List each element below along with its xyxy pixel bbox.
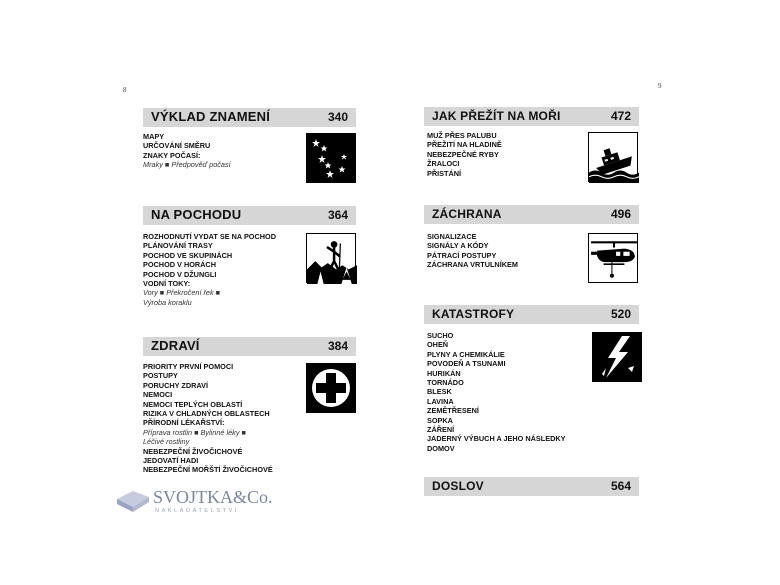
list-item: POVODEŇ A TSUNAMI — [427, 359, 506, 369]
list-subitem: Mraky ■ Předpověď počasí — [143, 160, 231, 170]
list-item: POSTUPY — [143, 371, 178, 381]
left-page-number: 8 — [123, 86, 127, 94]
section-title: KATASTROFY — [432, 307, 515, 321]
list-subitem: Příprava rostlin ■ Bylinné léky ■ — [143, 427, 246, 437]
list-item: PŘEŽITÍ NA HLADINĚ — [427, 140, 502, 150]
section-page-number: 364 — [327, 208, 348, 222]
section-title: NA POCHODU — [151, 207, 242, 222]
list-item: OHEŇ — [427, 340, 449, 350]
list-item: ROZHODNUTÍ VYDAT SE NA POCHOD — [143, 232, 276, 241]
section-header-more[interactable] — [424, 107, 639, 126]
list-item: PLYNY A CHEMIKÁLIE — [427, 349, 505, 359]
section-header-katastrofy[interactable] — [424, 305, 639, 324]
section-page-number: 340 — [327, 110, 348, 124]
list-item: ZÁŘENÍ — [427, 425, 455, 435]
list-item: SIGNALIZACE — [427, 232, 477, 241]
section-title: DOSLOV — [432, 479, 484, 493]
list-item: ZÁCHRANA VRTULNÍKEM — [427, 260, 518, 270]
list-item: SIGNÁLY A KÓDY — [427, 241, 489, 251]
section-page-number: 384 — [327, 339, 348, 353]
section-title: VÝKLAD ZNAMENÍ — [151, 109, 271, 124]
list-item: BLESK — [427, 387, 452, 397]
section-items-more — [427, 131, 502, 178]
section-title: ZÁCHRANA — [432, 207, 502, 221]
list-item: JADERNÝ VÝBUCH A JEHO NÁSLEDKY — [427, 434, 566, 444]
list-item: NEMOCI — [143, 390, 173, 400]
list-item: PORUCHY ZDRAVÍ — [143, 380, 209, 390]
stars-icon — [306, 133, 356, 183]
section-page-number: 472 — [610, 109, 631, 123]
list-item: MUŽ PŘES PALUBU — [427, 131, 497, 140]
list-item: SOPKA — [427, 415, 453, 425]
publisher-tagline: NAKLADATELSTVÍ — [155, 508, 239, 514]
list-item: NEBEZPEČNÉ RYBY — [427, 149, 499, 159]
list-item: POCHOD VE SKUPINÁCH — [143, 250, 233, 260]
list-item: DOMOV — [427, 443, 455, 453]
list-item: MAPY — [143, 132, 165, 141]
list-subitem: Léčivé rostliny — [143, 437, 190, 447]
list-item: PÁTRACÍ POSTUPY — [427, 250, 497, 260]
list-item: POCHOD V DŽUNGLI — [143, 269, 217, 279]
list-subitem: Vory ■ Překročení řek ■ — [143, 288, 221, 298]
list-item: ZNAKY POČASÍ: — [143, 150, 201, 160]
section-header-zachrana[interactable] — [424, 205, 639, 224]
list-item: PŘISTÁNÍ — [427, 168, 462, 178]
list-item: ŽRALOCI — [427, 159, 460, 169]
list-item: POCHOD V HORÁCH — [143, 260, 216, 270]
section-page-number: 564 — [610, 479, 631, 493]
list-item: ZEMĚTŘESENÍ — [427, 406, 479, 416]
list-item: SUCHO — [427, 331, 454, 340]
list-item: NEBEZPEČNÍ ŽIVOČICHOVÉ — [143, 446, 243, 456]
section-items-vyklad — [143, 132, 231, 170]
section-title: ZDRAVÍ — [151, 338, 200, 353]
section-page-number: 496 — [610, 207, 631, 221]
section-page-number: 520 — [610, 307, 631, 321]
section-items-zdravi — [143, 362, 273, 475]
list-item: URČOVÁNÍ SMĚRU — [143, 141, 211, 151]
list-item: TORNÁDO — [427, 378, 464, 388]
book-logo-icon — [115, 487, 151, 513]
list-item: RIZIKA V CHLADNÝCH OBLASTECH — [143, 409, 270, 419]
right-page-number: 9 — [658, 82, 662, 90]
section-header-pochod[interactable] — [143, 206, 356, 225]
list-item: VODNÍ TOKY: — [143, 279, 191, 289]
list-item: PRIORITY PRVNÍ POMOCI — [143, 362, 234, 371]
section-items-katastrofy — [427, 331, 566, 453]
list-item: NEBEZPEČNÍ MOŘŠTÍ ŽIVOČICHOVÉ — [143, 465, 273, 475]
helicopter-icon — [588, 233, 638, 283]
first-aid-cross-icon — [306, 363, 356, 413]
section-header-doslov[interactable] — [424, 477, 639, 496]
hiker-icon — [306, 233, 356, 283]
section-header-vyklad[interactable] — [143, 108, 356, 127]
list-item: PŘÍRODNÍ LÉKAŘSTVÍ: — [143, 418, 225, 428]
section-title: JAK PŘEŽÍT NA MOŘI — [432, 109, 561, 123]
list-item: PLÁNOVÁNÍ TRASY — [143, 241, 213, 251]
list-item: NEMOCI TEPLÝCH OBLASTÍ — [143, 399, 243, 409]
publisher-logo — [115, 487, 273, 518]
list-item: LAVINA — [427, 396, 454, 406]
sinking-ship-icon — [588, 132, 638, 182]
list-item: HURIKÁN — [427, 368, 461, 378]
list-subitem: Výroba koraklu — [143, 297, 192, 307]
list-item: JEDOVATÍ HADI — [143, 456, 199, 466]
section-items-zachrana — [427, 232, 518, 270]
publisher-name: SVOJTKA&Co. — [153, 487, 273, 507]
section-header-zdravi[interactable] — [143, 337, 356, 356]
lightning-icon — [592, 332, 642, 382]
section-items-pochod — [143, 232, 276, 307]
